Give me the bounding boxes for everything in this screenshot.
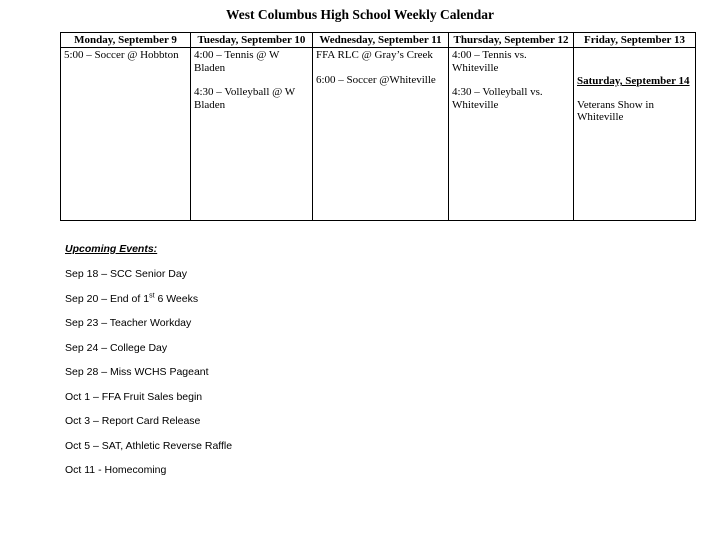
event-item: Veterans Show in Whiteville: [577, 98, 654, 123]
upcoming-event-item: Oct 1 – FFA Fruit Sales begin: [65, 390, 203, 403]
ordinal-suffix: st: [149, 292, 155, 299]
upcoming-event-item: Sep 28 – Miss WCHS Pageant: [65, 366, 209, 378]
event-item: 4:00 – Tennis vs. Whiteville: [452, 49, 527, 74]
event-item: 6:00 – Soccer @Whiteville: [316, 73, 436, 86]
saturday-header: Saturday, September 14: [577, 75, 690, 87]
day-cell-tuesday: [191, 48, 313, 221]
event-item: 4:30 – Volleyball vs. Whiteville: [452, 86, 543, 111]
calendar-events-row: [61, 48, 696, 221]
upcoming-event-item: Oct 11 - Homecoming: [65, 464, 167, 476]
event-item: 4:30 – Volleyball @ W Bladen: [194, 86, 295, 111]
weekly-calendar-table: [60, 32, 696, 221]
upcoming-event-item: Sep 18 – SCC Senior Day: [65, 268, 187, 280]
event-item: FFA RLC @ Gray’s Creek: [316, 49, 433, 61]
day-cell-thursday: [449, 48, 574, 221]
upcoming-event-item: Oct 3 – Report Card Release: [65, 415, 201, 427]
day-header-wednesday: Wednesday, September 11: [313, 33, 449, 48]
upcoming-event-text: Sep 20 – End of 1: [65, 292, 150, 305]
event-item: 5:00 – Soccer @ Hobbton: [64, 49, 179, 61]
upcoming-event-item: [65, 293, 232, 305]
day-header-tuesday: Tuesday, September 10: [191, 33, 313, 48]
upcoming-event-item: Oct 5 – SAT, Athletic Reverse Raffle: [65, 439, 233, 452]
day-header-friday: Friday, September 13: [574, 33, 696, 48]
upcoming-event-item: Sep 23 – Teacher Workday: [65, 317, 192, 329]
day-cell-monday: [61, 48, 191, 221]
day-cell-friday: [574, 48, 696, 221]
calendar-title: West Columbus High School Weekly Calendar: [226, 7, 494, 22]
upcoming-events-title: Upcoming Events:: [65, 243, 158, 255]
day-header-thursday: Thursday, September 12: [449, 33, 574, 48]
day-cell-wednesday: [313, 48, 449, 221]
upcoming-event-text: 6 Weeks: [154, 292, 199, 305]
calendar-header-row: [61, 33, 696, 48]
upcoming-event-item: Sep 24 – College Day: [65, 341, 168, 354]
upcoming-events-section: [65, 243, 232, 489]
day-header-monday: Monday, September 9: [61, 33, 191, 48]
event-item: 4:00 – Tennis @ W Bladen: [194, 49, 280, 74]
